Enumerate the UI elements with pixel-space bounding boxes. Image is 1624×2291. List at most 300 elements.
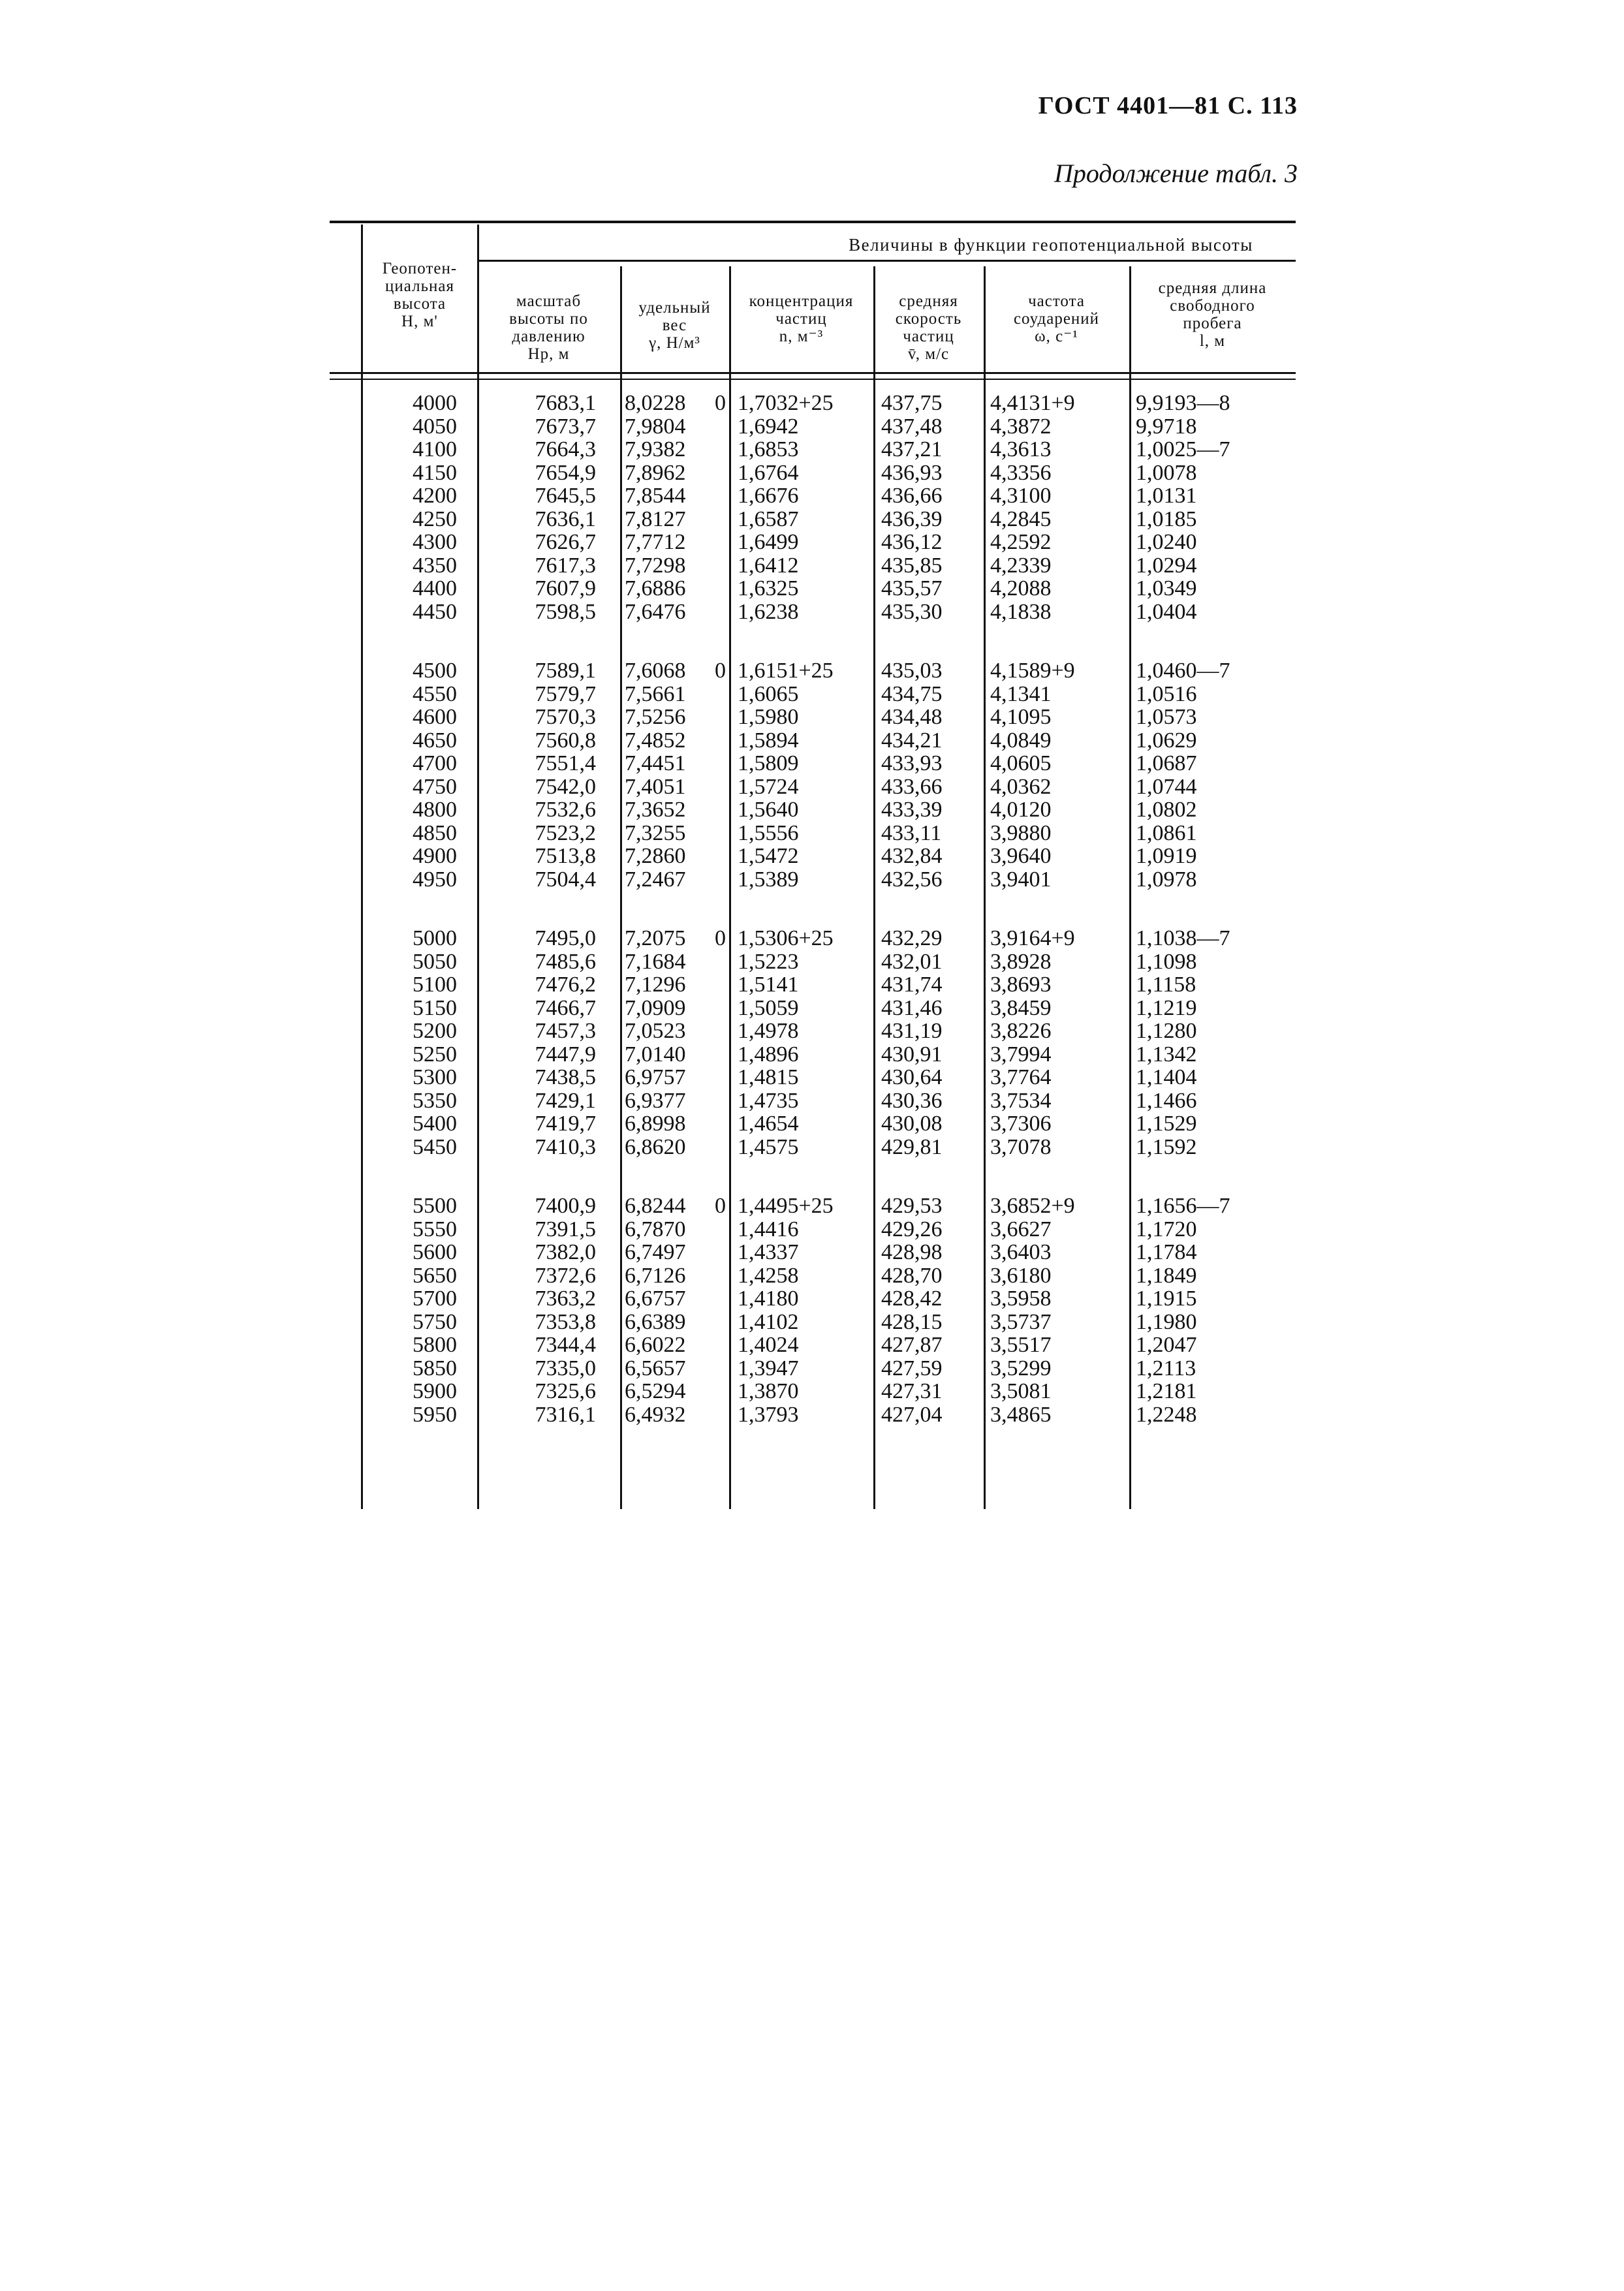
cell-v: 428,70 <box>881 1263 943 1288</box>
cell-h: 5950 <box>413 1402 457 1427</box>
cell-l: 1,0294 <box>1136 553 1197 578</box>
cell-gamma: 7,8962 <box>625 460 686 485</box>
cell-omega: 3,7994 <box>990 1042 1052 1067</box>
cell-hp: 7466,7 <box>535 995 596 1020</box>
cell-gamma: 7,1684 <box>625 949 686 974</box>
document-code: ГОСТ 4401—81 С. 113 <box>1038 92 1298 119</box>
cell-l: 1,2047 <box>1136 1333 1197 1357</box>
cell-h: 4850 <box>413 820 457 845</box>
cell-omega: 4,3872 <box>990 414 1052 439</box>
cell-v: 428,42 <box>881 1286 943 1311</box>
cell-l: 1,1098 <box>1136 949 1197 974</box>
cell-n: 1,6499 <box>738 530 799 554</box>
cell-v: 437,75 <box>881 391 943 415</box>
cell-gamma: 6,6757 <box>625 1286 686 1311</box>
cell-v: 430,64 <box>881 1065 943 1089</box>
cell-v: 430,08 <box>881 1112 943 1136</box>
cell-n: 1,5223 <box>738 949 799 974</box>
cell-hp: 7400,9 <box>535 1194 596 1218</box>
cell-n: 1,6238 <box>738 599 799 624</box>
cell-gamma: 7,6068 <box>625 659 686 683</box>
cell-h: 5000 <box>413 926 457 950</box>
column-header-line: соударений <box>1013 310 1100 328</box>
cell-l: 1,1038—7 <box>1136 926 1230 950</box>
cell-omega: 4,3613 <box>990 437 1052 461</box>
cell-omega: 3,5081 <box>990 1379 1052 1403</box>
cell-n: 1,6676 <box>738 484 799 508</box>
cell-gamma: 7,4852 <box>625 728 686 753</box>
cell-h: 5700 <box>413 1286 457 1311</box>
cell-omega: 3,5299 <box>990 1356 1052 1380</box>
cell-hp: 7429,1 <box>535 1088 596 1113</box>
cell-h: 4100 <box>413 437 457 461</box>
cell-h: 5650 <box>413 1263 457 1288</box>
cell-hp: 7316,1 <box>535 1402 596 1427</box>
cell-h: 4800 <box>413 798 457 822</box>
cell-hp: 7598,5 <box>535 599 596 624</box>
cell-h: 4600 <box>413 705 457 729</box>
cell-gamma: 6,9377 <box>625 1088 686 1113</box>
column-rule <box>873 266 875 1509</box>
cell-omega: 4,4131+9 <box>990 391 1075 415</box>
cell-n: 1,6325 <box>738 576 799 600</box>
cell-gamma: 7,0523 <box>625 1019 686 1043</box>
cell-v: 430,36 <box>881 1088 943 1113</box>
cell-n: 1,4495+25 <box>738 1194 834 1218</box>
atmosphere-table <box>330 221 1296 1510</box>
column-header-hp <box>481 292 616 363</box>
cell-h: 4200 <box>413 484 457 508</box>
cell-hp: 7683,1 <box>535 391 596 415</box>
cell-gamma: 7,1296 <box>625 973 686 997</box>
cell-v: 434,21 <box>881 728 943 753</box>
cell-v: 432,56 <box>881 867 943 892</box>
cell-hp: 7410,3 <box>535 1134 596 1159</box>
cell-gamma: 6,5657 <box>625 1356 686 1380</box>
cell-h: 5150 <box>413 995 457 1020</box>
cell-omega: 4,3356 <box>990 460 1052 485</box>
cell-gamma: 7,5256 <box>625 705 686 729</box>
cell-l: 1,1280 <box>1136 1019 1197 1043</box>
cell-gamma: 6,9757 <box>625 1065 686 1089</box>
column-header-line: γ, Н/м³ <box>649 334 700 352</box>
cell-hp: 7560,8 <box>535 728 596 753</box>
cell-hp: 7617,3 <box>535 553 596 578</box>
cell-omega: 4,1589+9 <box>990 659 1075 683</box>
cell-n: 1,6065 <box>738 681 799 706</box>
cell-l: 9,9193—8 <box>1136 391 1230 415</box>
column-header-line: частиц <box>775 310 827 328</box>
cell-hp: 7607,9 <box>535 576 596 600</box>
cell-l: 1,1915 <box>1136 1286 1197 1311</box>
cell-n: 1,4575 <box>738 1134 799 1159</box>
cell-v: 429,53 <box>881 1194 943 1218</box>
cell-hp: 7673,7 <box>535 414 596 439</box>
column-header-line: n, м⁻³ <box>779 328 824 345</box>
cell-h: 4050 <box>413 414 457 439</box>
cell-h: 4700 <box>413 751 457 775</box>
cell-h: 5550 <box>413 1217 457 1241</box>
column-header-line: давлению <box>512 328 586 345</box>
cell-l: 1,1980 <box>1136 1309 1197 1334</box>
cell-omega: 3,7534 <box>990 1088 1052 1113</box>
cell-v: 429,81 <box>881 1134 943 1159</box>
cell-l: 1,0240 <box>1136 530 1197 554</box>
cell-l: 1,2248 <box>1136 1402 1197 1427</box>
cell-v: 432,29 <box>881 926 943 950</box>
cell-v: 435,85 <box>881 553 943 578</box>
cell-v: 435,30 <box>881 599 943 624</box>
cell-hp: 7372,6 <box>535 1263 596 1288</box>
cell-v: 436,39 <box>881 507 943 531</box>
cell-n: 1,5640 <box>738 798 799 822</box>
column-header-line: Hр, м <box>527 345 570 363</box>
cell-n: 1,5141 <box>738 973 799 997</box>
cell-h: 4450 <box>413 599 457 624</box>
cell-h: 4900 <box>413 844 457 868</box>
cell-hp: 7589,1 <box>535 659 596 683</box>
cell-v: 433,11 <box>881 820 942 845</box>
cell-gamma: 7,9382 <box>625 437 686 461</box>
column-header-line: H, м' <box>401 313 438 330</box>
gamma-exponent: 0 <box>715 391 726 415</box>
cell-n: 1,6412 <box>738 553 799 578</box>
cell-hp: 7532,6 <box>535 798 596 822</box>
cell-gamma: 6,7497 <box>625 1240 686 1264</box>
cell-n: 1,4258 <box>738 1263 799 1288</box>
column-header-line: частота <box>1028 292 1085 310</box>
cell-v: 436,66 <box>881 484 943 508</box>
cell-omega: 3,9164+9 <box>990 926 1075 950</box>
cell-omega: 4,2592 <box>990 530 1052 554</box>
cell-h: 5750 <box>413 1309 457 1334</box>
cell-l: 1,0861 <box>1136 820 1197 845</box>
cell-n: 1,5306+25 <box>738 926 834 950</box>
cell-l: 1,0919 <box>1136 844 1197 868</box>
cell-l: 1,1849 <box>1136 1263 1197 1288</box>
cell-n: 1,5894 <box>738 728 799 753</box>
cell-h: 4300 <box>413 530 457 554</box>
header-bottom-rule-2 <box>330 379 1296 380</box>
cell-hp: 7325,6 <box>535 1379 596 1403</box>
cell-n: 1,6151+25 <box>738 659 834 683</box>
column-header-line: l, м <box>1199 332 1226 350</box>
cell-l: 1,0025—7 <box>1136 437 1230 461</box>
cell-gamma: 6,8620 <box>625 1134 686 1159</box>
cell-hp: 7419,7 <box>535 1112 596 1136</box>
cell-v: 427,59 <box>881 1356 943 1380</box>
cell-n: 1,6942 <box>738 414 799 439</box>
cell-l: 1,0573 <box>1136 705 1197 729</box>
column-header-gamma <box>624 299 725 352</box>
cell-omega: 3,6852+9 <box>990 1194 1075 1218</box>
column-header-line: высоты по <box>509 310 588 328</box>
column-header-line: высота <box>393 295 446 313</box>
cell-h: 4950 <box>413 867 457 892</box>
cell-h: 4150 <box>413 460 457 485</box>
cell-h: 5250 <box>413 1042 457 1067</box>
cell-h: 4500 <box>413 659 457 683</box>
column-rule <box>1129 266 1131 1509</box>
cell-h: 5100 <box>413 973 457 997</box>
cell-l: 1,0629 <box>1136 728 1197 753</box>
cell-gamma: 6,6022 <box>625 1333 686 1357</box>
cell-v: 436,93 <box>881 460 943 485</box>
column-header-line: пробега <box>1183 315 1242 332</box>
cell-h: 4550 <box>413 681 457 706</box>
cell-gamma: 7,4051 <box>625 774 686 799</box>
header-bottom-rule <box>330 372 1296 374</box>
cell-v: 431,46 <box>881 995 943 1020</box>
cell-hp: 7645,5 <box>535 484 596 508</box>
cell-hp: 7485,6 <box>535 949 596 974</box>
gamma-exponent: 0 <box>715 926 726 950</box>
cell-v: 433,39 <box>881 798 943 822</box>
cell-omega: 3,8693 <box>990 973 1052 997</box>
cell-n: 1,5389 <box>738 867 799 892</box>
cell-l: 1,1158 <box>1136 973 1196 997</box>
cell-l: 1,1404 <box>1136 1065 1197 1089</box>
cell-n: 1,4815 <box>738 1065 799 1089</box>
cell-hp: 7664,3 <box>535 437 596 461</box>
group-heading-rule <box>477 260 1296 262</box>
column-header-line: средняя длина <box>1158 279 1267 297</box>
cell-hp: 7363,2 <box>535 1286 596 1311</box>
cell-hp: 7391,5 <box>535 1217 596 1241</box>
cell-gamma: 7,0140 <box>625 1042 686 1067</box>
cell-n: 1,4654 <box>738 1112 799 1136</box>
cell-n: 1,4896 <box>738 1042 799 1067</box>
cell-hp: 7382,0 <box>535 1240 596 1264</box>
cell-v: 435,03 <box>881 659 943 683</box>
cell-omega: 4,2088 <box>990 576 1052 600</box>
cell-gamma: 7,2075 <box>625 926 686 950</box>
cell-l: 1,0802 <box>1136 798 1197 822</box>
cell-hp: 7476,2 <box>535 973 596 997</box>
cell-n: 1,4102 <box>738 1309 799 1334</box>
cell-l: 1,0687 <box>1136 751 1197 775</box>
column-rule <box>477 225 479 1509</box>
cell-hp: 7504,4 <box>535 867 596 892</box>
cell-v: 432,01 <box>881 949 943 974</box>
cell-n: 1,3947 <box>738 1356 799 1380</box>
cell-n: 1,5980 <box>738 705 799 729</box>
cell-l: 1,0078 <box>1136 460 1197 485</box>
gamma-exponent: 0 <box>715 1194 726 1218</box>
cell-l: 1,0131 <box>1136 484 1197 508</box>
cell-omega: 3,7306 <box>990 1112 1052 1136</box>
cell-l: 1,1720 <box>1136 1217 1197 1241</box>
cell-h: 5300 <box>413 1065 457 1089</box>
cell-gamma: 6,7870 <box>625 1217 686 1241</box>
cell-gamma: 7,7298 <box>625 553 686 578</box>
cell-omega: 4,0120 <box>990 798 1052 822</box>
cell-gamma: 6,4932 <box>625 1402 686 1427</box>
cell-l: 1,1342 <box>1136 1042 1197 1067</box>
cell-hp: 7654,9 <box>535 460 596 485</box>
cell-v: 437,48 <box>881 414 943 439</box>
cell-h: 4000 <box>413 391 457 415</box>
cell-l: 1,0978 <box>1136 867 1197 892</box>
cell-h: 5600 <box>413 1240 457 1264</box>
cell-hp: 7523,2 <box>535 820 596 845</box>
cell-l: 1,1529 <box>1136 1112 1197 1136</box>
cell-n: 1,4416 <box>738 1217 799 1241</box>
cell-gamma: 7,0909 <box>625 995 686 1020</box>
cell-hp: 7457,3 <box>535 1019 596 1043</box>
column-header-line: свободного <box>1170 297 1255 315</box>
cell-n: 1,5472 <box>738 844 799 868</box>
cell-n: 1,4024 <box>738 1333 799 1357</box>
cell-v: 437,21 <box>881 437 943 461</box>
cell-gamma: 7,8544 <box>625 484 686 508</box>
column-header-l <box>1133 279 1292 350</box>
cell-h: 4350 <box>413 553 457 578</box>
cell-omega: 4,0605 <box>990 751 1052 775</box>
cell-l: 1,1592 <box>1136 1134 1197 1159</box>
cell-gamma: 6,8244 <box>625 1194 686 1218</box>
cell-omega: 4,0362 <box>990 774 1052 799</box>
cell-n: 1,6764 <box>738 460 799 485</box>
cell-hp: 7636,1 <box>535 507 596 531</box>
column-header-line: масштаб <box>516 292 582 310</box>
cell-omega: 3,6627 <box>990 1217 1052 1241</box>
cell-v: 433,93 <box>881 751 943 775</box>
cell-gamma: 7,4451 <box>625 751 686 775</box>
cell-n: 1,5556 <box>738 820 799 845</box>
cell-n: 1,7032+25 <box>738 391 834 415</box>
cell-n: 1,5724 <box>738 774 799 799</box>
cell-h: 5900 <box>413 1379 457 1403</box>
cell-omega: 3,4865 <box>990 1402 1052 1427</box>
cell-h: 4750 <box>413 774 457 799</box>
cell-v: 433,66 <box>881 774 943 799</box>
cell-l: 1,0185 <box>1136 507 1197 531</box>
cell-omega: 3,5737 <box>990 1309 1052 1334</box>
column-header-line: концентрация <box>749 292 854 310</box>
cell-hp: 7626,7 <box>535 530 596 554</box>
cell-l: 1,2113 <box>1136 1356 1196 1380</box>
cell-n: 1,3793 <box>738 1402 799 1427</box>
cell-h: 4250 <box>413 507 457 531</box>
cell-omega: 4,1095 <box>990 705 1052 729</box>
cell-l: 1,2181 <box>1136 1379 1197 1403</box>
column-header-line: частиц <box>903 328 954 345</box>
column-header-line: вес <box>662 317 687 334</box>
column-header-v <box>877 292 980 363</box>
cell-l: 1,1219 <box>1136 995 1197 1020</box>
cell-hp: 7344,4 <box>535 1333 596 1357</box>
cell-v: 434,48 <box>881 705 943 729</box>
cell-gamma: 6,8998 <box>625 1112 686 1136</box>
cell-h: 4400 <box>413 576 457 600</box>
cell-omega: 3,7764 <box>990 1065 1052 1089</box>
cell-l: 1,0460—7 <box>1136 659 1230 683</box>
cell-n: 1,5809 <box>738 751 799 775</box>
column-header-h <box>366 260 473 330</box>
column-rule <box>729 266 731 1509</box>
cell-h: 5800 <box>413 1333 457 1357</box>
cell-h: 5200 <box>413 1019 457 1043</box>
cell-gamma: 7,3255 <box>625 820 686 845</box>
column-header-line: средняя <box>899 292 958 310</box>
cell-h: 5850 <box>413 1356 457 1380</box>
cell-gamma: 6,5294 <box>625 1379 686 1403</box>
column-rule <box>984 266 986 1509</box>
cell-v: 436,12 <box>881 530 943 554</box>
column-header-line: ω, с⁻¹ <box>1035 328 1078 345</box>
cell-v: 427,31 <box>881 1379 943 1403</box>
cell-n: 1,3870 <box>738 1379 799 1403</box>
cell-gamma: 6,7126 <box>625 1263 686 1288</box>
cell-gamma: 7,8127 <box>625 507 686 531</box>
column-header-n <box>733 292 869 345</box>
table-top-rule <box>330 221 1296 223</box>
cell-gamma: 7,6476 <box>625 599 686 624</box>
cell-v: 430,91 <box>881 1042 943 1067</box>
cell-l: 9,9718 <box>1136 414 1197 439</box>
cell-l: 1,0744 <box>1136 774 1197 799</box>
cell-omega: 4,2845 <box>990 507 1052 531</box>
gamma-exponent: 0 <box>715 659 726 683</box>
cell-omega: 3,9880 <box>990 820 1052 845</box>
cell-v: 428,15 <box>881 1309 943 1334</box>
cell-hp: 7495,0 <box>535 926 596 950</box>
cell-hp: 7542,0 <box>535 774 596 799</box>
cell-l: 1,1466 <box>1136 1088 1197 1113</box>
cell-gamma: 6,6389 <box>625 1309 686 1334</box>
cell-h: 5400 <box>413 1112 457 1136</box>
cell-omega: 4,2339 <box>990 553 1052 578</box>
cell-n: 1,5059 <box>738 995 799 1020</box>
cell-n: 1,6853 <box>738 437 799 461</box>
cell-h: 5450 <box>413 1134 457 1159</box>
cell-v: 427,87 <box>881 1333 943 1357</box>
cell-gamma: 8,0228 <box>625 391 686 415</box>
cell-h: 5050 <box>413 949 457 974</box>
column-header-omega <box>988 292 1125 345</box>
cell-v: 427,04 <box>881 1402 943 1427</box>
cell-gamma: 7,9804 <box>625 414 686 439</box>
cell-v: 434,75 <box>881 681 943 706</box>
cell-gamma: 7,5661 <box>625 681 686 706</box>
cell-l: 1,0516 <box>1136 681 1197 706</box>
table-continuation-label: Продолжение табл. 3 <box>1054 159 1298 188</box>
cell-gamma: 7,7712 <box>625 530 686 554</box>
cell-omega: 3,9640 <box>990 844 1052 868</box>
column-header-line: скорость <box>895 310 962 328</box>
cell-omega: 3,9401 <box>990 867 1052 892</box>
cell-gamma: 7,3652 <box>625 798 686 822</box>
column-header-line: удельный <box>638 299 711 317</box>
cell-omega: 4,0849 <box>990 728 1052 753</box>
cell-omega: 3,8928 <box>990 949 1052 974</box>
cell-l: 1,0349 <box>1136 576 1197 600</box>
cell-hp: 7447,9 <box>535 1042 596 1067</box>
cell-h: 5500 <box>413 1194 457 1218</box>
cell-omega: 3,6180 <box>990 1263 1052 1288</box>
cell-hp: 7335,0 <box>535 1356 596 1380</box>
cell-hp: 7579,7 <box>535 681 596 706</box>
cell-v: 428,98 <box>881 1240 943 1264</box>
cell-hp: 7438,5 <box>535 1065 596 1089</box>
cell-gamma: 7,2860 <box>625 844 686 868</box>
cell-omega: 3,5517 <box>990 1333 1052 1357</box>
cell-n: 1,4735 <box>738 1088 799 1113</box>
cell-n: 1,4978 <box>738 1019 799 1043</box>
cell-omega: 4,1838 <box>990 599 1052 624</box>
cell-l: 1,1784 <box>1136 1240 1197 1264</box>
